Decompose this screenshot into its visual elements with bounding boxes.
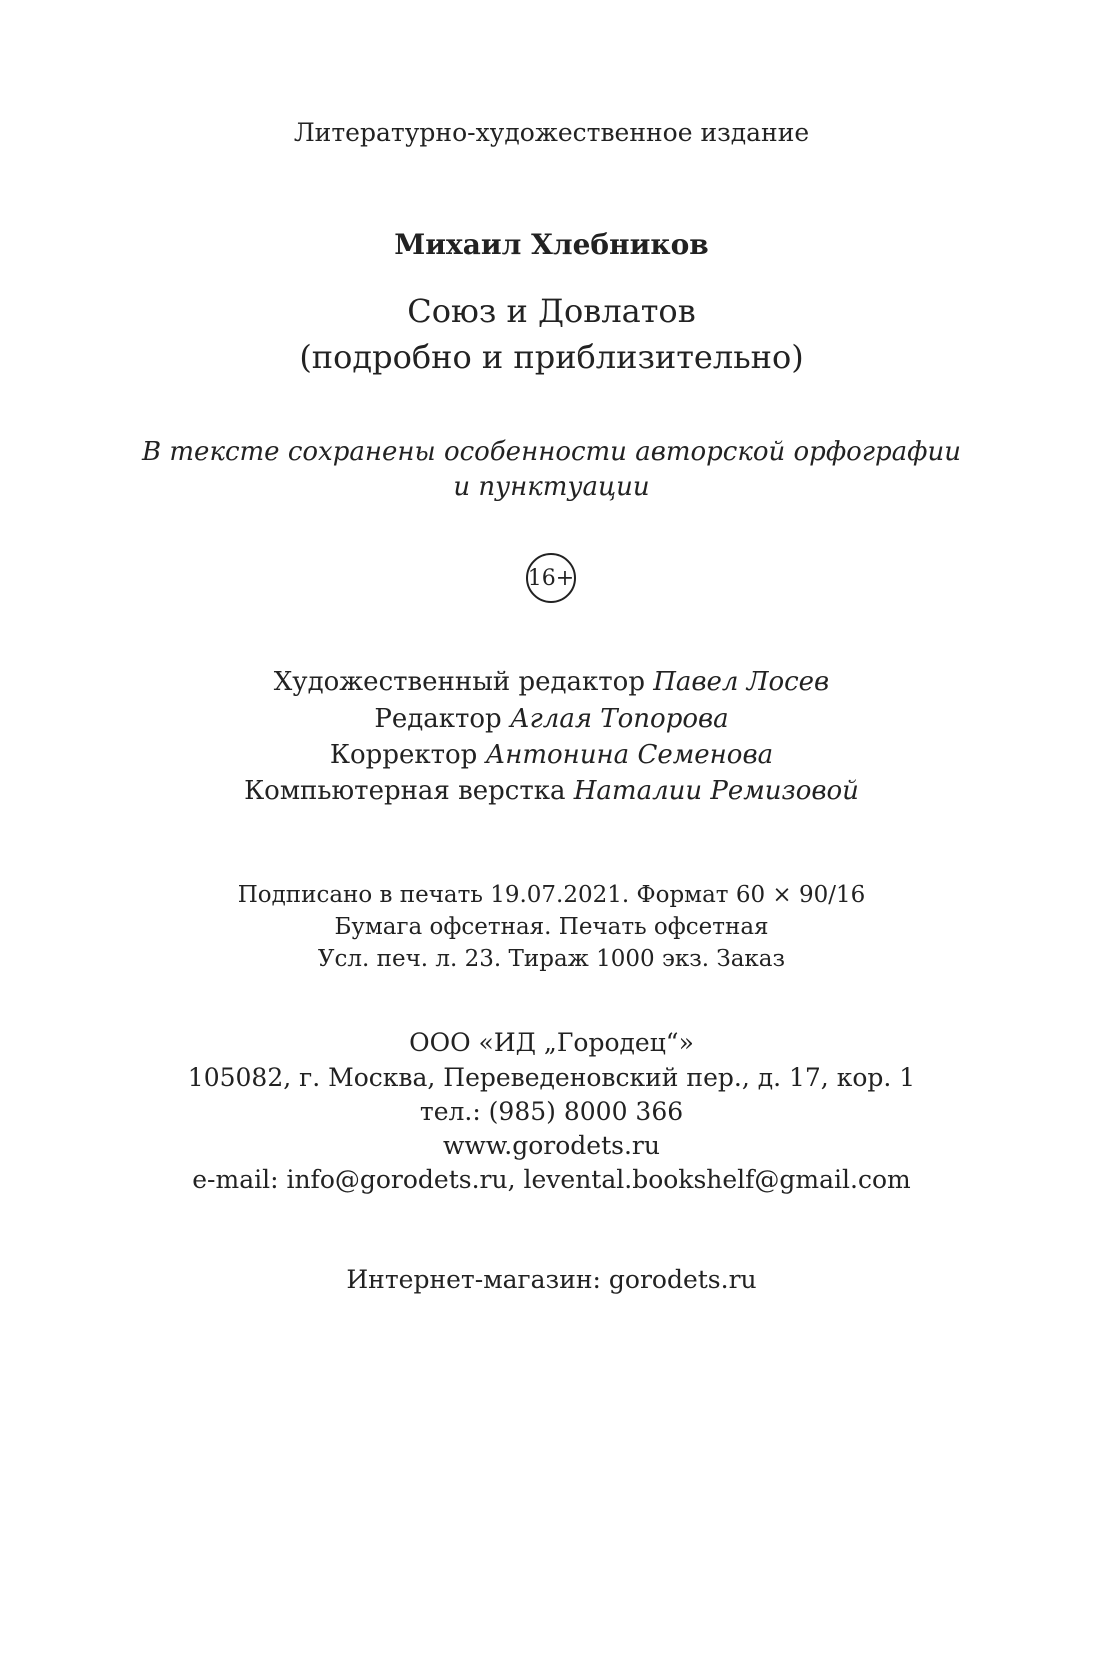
publisher-website: www.gorodets.ru — [443, 1131, 660, 1160]
credit-person: Павел Лосев — [653, 667, 830, 697]
publisher-email: e-mail: info@gorodets.ru, levental.bookshelf@gmail.com — [192, 1165, 911, 1194]
credit-role: Художественный редактор — [273, 667, 645, 697]
credit-art-editor — [0, 667, 1103, 697]
orthography-note-line-2: и пунктуации — [453, 472, 650, 502]
publisher-address: 105082, г. Москва, Переведеновский пер., д. 17, кор. 1 — [187, 1063, 916, 1092]
author-name: Михаил Хлебников — [394, 228, 709, 261]
publisher-phone: тел.: (985) 8000 366 — [419, 1097, 684, 1126]
credit-role: Корректор — [329, 740, 478, 770]
age-rating-badge — [526, 553, 576, 603]
credit-role: Редактор — [374, 704, 502, 734]
credit-proofreader — [0, 740, 1103, 770]
edition-type: Литературно-художественное издание — [293, 118, 810, 147]
orthography-note-line-1: В тексте сохранены особенности авторской орфографии — [142, 437, 961, 467]
print-run: Усл. печ. л. 23. Тираж 1000 экз. Заказ — [317, 946, 786, 972]
publisher-name: ООО «ИД „Городец“» — [409, 1028, 694, 1057]
book-subtitle: (подробно и приблизительно) — [299, 338, 804, 376]
age-rating-label: 16+ — [527, 565, 575, 591]
credit-person: Наталии Ремизовой — [573, 776, 859, 806]
credit-role: Компьютерная верстка — [244, 776, 566, 806]
credit-layout — [0, 776, 1103, 806]
online-shop: Интернет-магазин: gorodets.ru — [346, 1265, 757, 1294]
credit-person: Антонина Семенова — [485, 740, 774, 770]
credit-person: Аглая Топорова — [509, 704, 729, 734]
book-title: Союз и Довлатов — [407, 292, 696, 330]
print-signed-format: Подписано в печать 19.07.2021. Формат 60 × 90/16 — [237, 882, 866, 908]
print-paper: Бумага офсетная. Печать офсетная — [334, 914, 769, 940]
credit-editor — [0, 704, 1103, 734]
